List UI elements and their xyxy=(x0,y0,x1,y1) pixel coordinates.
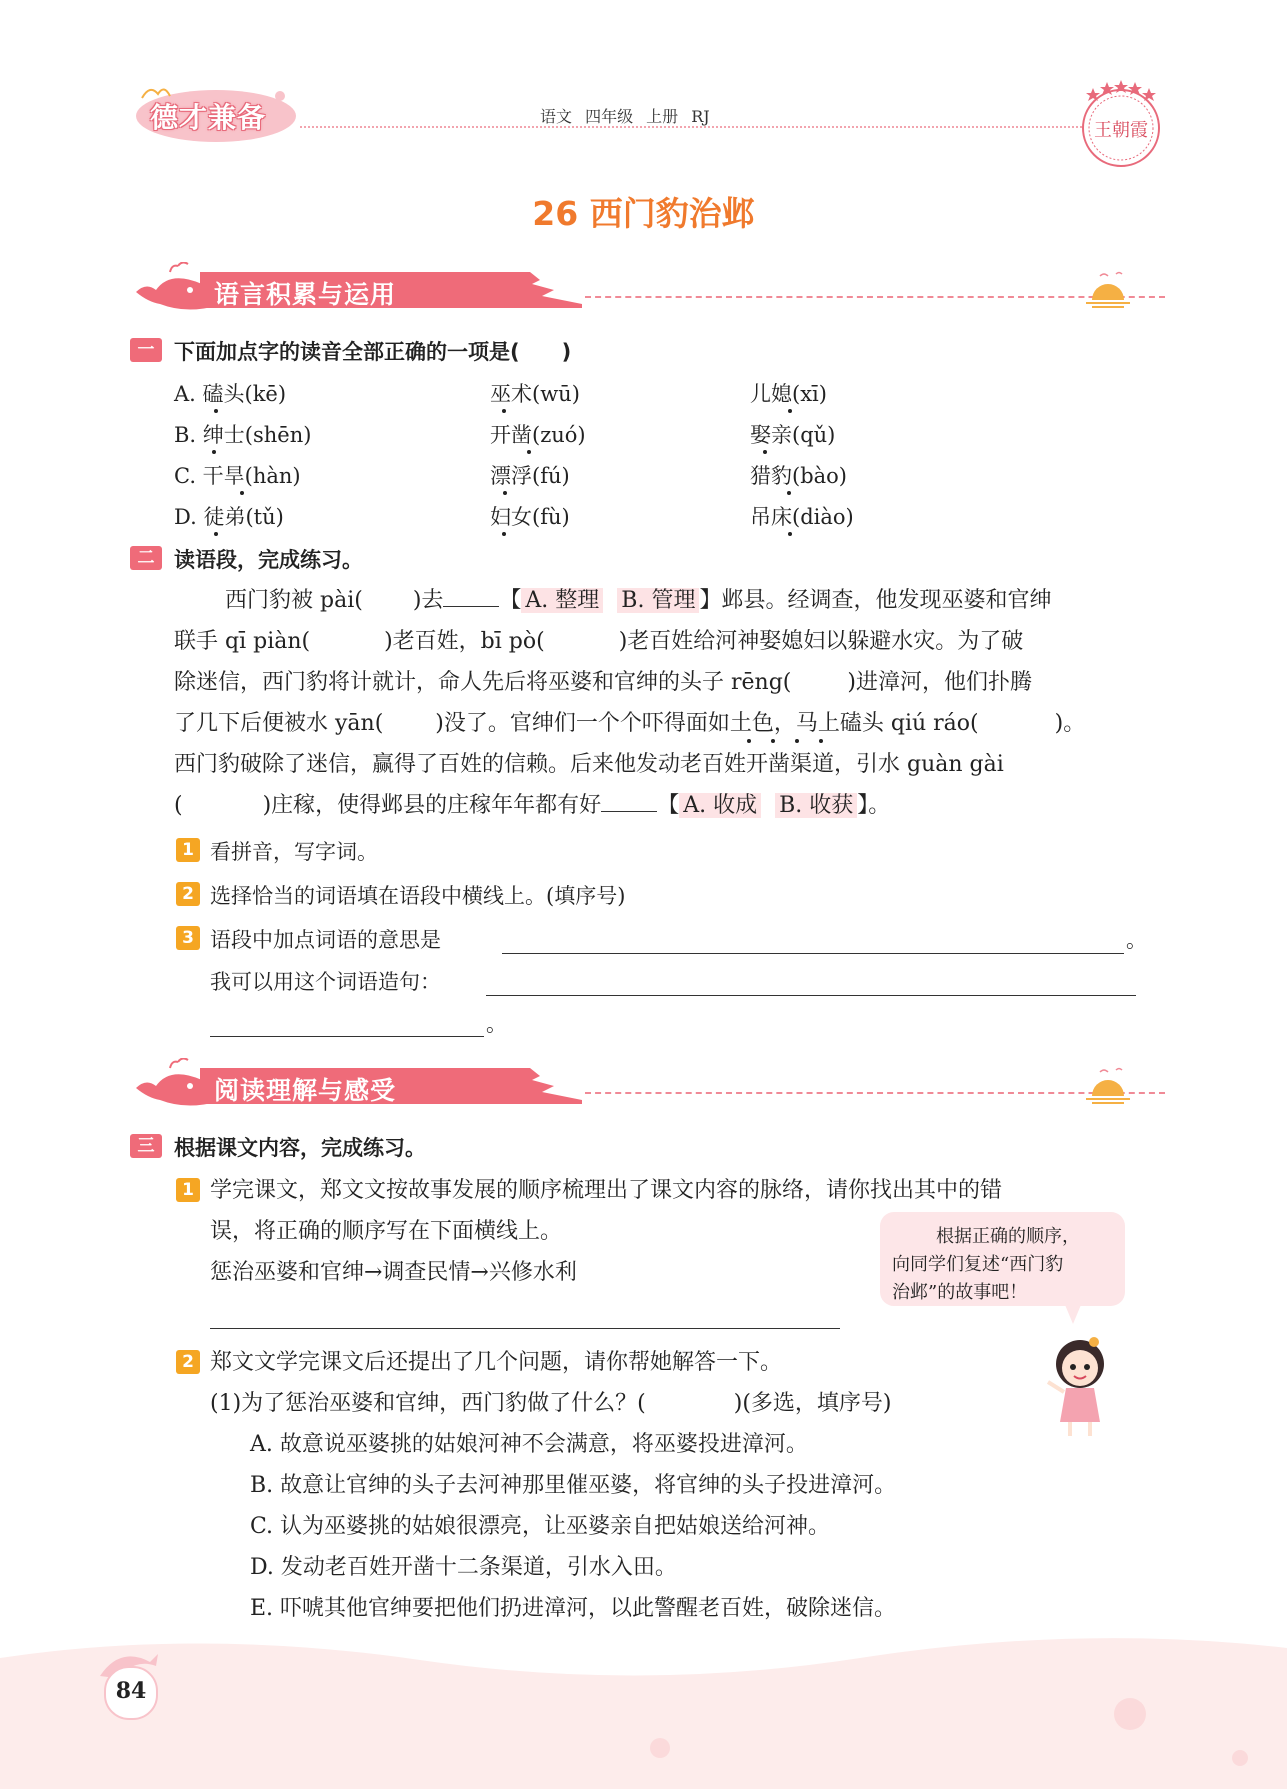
emphasis-dot xyxy=(763,450,767,454)
emphasis-dot xyxy=(819,739,823,743)
question-prompt-1: 下面加点字的读音全部正确的一项是( ) xyxy=(174,340,572,364)
passage-line-3: 除迷信，西门豹将计就计，命人先后将巫婆和官绅的头子 rēng( )进漳河，他们扑腾 xyxy=(174,670,1032,695)
footer-wave xyxy=(0,1618,1287,1789)
sunset-icon xyxy=(1080,270,1140,310)
bubble-tail xyxy=(1063,1300,1083,1324)
passage-line-2: 联手 qī piàn( )老百姓，bī pò( )老百姓给河神娶媳妇以躲避水灾。为了破 xyxy=(174,629,1024,654)
option-b-3: 娶亲(qǔ) xyxy=(750,423,836,447)
section-banner-2 xyxy=(130,1058,1150,1114)
question-prompt-2: 读语段，完成练习。 xyxy=(174,548,363,572)
section-banner-1 xyxy=(130,262,1150,318)
answer-line[interactable] xyxy=(486,995,1136,996)
svg-text:王朝霞: 王朝霞 xyxy=(1094,120,1148,141)
subquestion-text: 误，将正确的顺序写在下面横线上。 xyxy=(210,1219,563,1244)
girl-mascot-icon xyxy=(1040,1330,1120,1440)
question-marker-3: 三 xyxy=(130,1134,162,1158)
choice-option-a: A. 故意说巫婆挑的姑娘河神不会满意，将巫婆投进漳河。 xyxy=(250,1432,808,1457)
blank-1[interactable] xyxy=(443,584,499,607)
brand-name: 德才兼备 xyxy=(150,101,267,134)
option-b-2: 开凿(zuó) xyxy=(490,423,586,447)
option-a-2: 巫术(wū) xyxy=(490,382,580,406)
header-meta: 语文 四年级 上册 RJ xyxy=(540,107,710,126)
answer-line[interactable] xyxy=(210,1036,484,1037)
choice-option-c: C. 认为巫婆挑的姑娘很漂亮，让巫婆亲自把姑娘送给河神。 xyxy=(250,1514,831,1539)
emphasis-dot xyxy=(527,450,531,454)
option-c-1: C. 干旱(hàn) xyxy=(174,464,301,488)
option-a-3: 儿媳(xī) xyxy=(750,382,827,406)
emphasis-dot xyxy=(771,739,775,743)
option-a-1: A. 磕头(kē) xyxy=(174,382,287,406)
subquestion-number: 3 xyxy=(176,926,200,950)
question-prompt-3: 根据课文内容，完成练习。 xyxy=(174,1136,426,1160)
sunset-icon xyxy=(1080,1066,1140,1106)
passage-line-1: 西门豹被 pài( )去 【 A. 整理 B. 管理 】邺县。经调查，他发现巫婆和官绅 xyxy=(225,580,1051,621)
option-c-2: 漂浮(fú) xyxy=(490,464,570,488)
emphasis-dot xyxy=(747,739,751,743)
option-d-2: 妇女(fù) xyxy=(490,505,570,529)
option-b-1: B. 绅士(shēn) xyxy=(174,423,312,447)
page-number: 84 xyxy=(115,1678,147,1704)
lesson-title: 26 西门豹治邺 xyxy=(532,194,755,233)
subquestion-number: 1 xyxy=(176,1178,200,1202)
question-marker-2: 二 xyxy=(130,546,162,570)
banner-dash-line xyxy=(585,1092,1165,1094)
subquestion-text: 看拼音，写字词。 xyxy=(210,840,378,864)
emphasis-dot xyxy=(502,532,506,536)
option-d-1: D. 徒弟(tǔ) xyxy=(174,505,284,529)
passage-line-5: 西门豹破除了迷信，赢得了百姓的信赖。后来他发动老百姓开凿渠道，引水 guàn gài xyxy=(174,752,1004,777)
sequence-text: 惩治巫婆和官绅→调查民情→兴修水利 xyxy=(210,1260,577,1285)
subquestion-number: 2 xyxy=(176,882,200,906)
emphasis-dot xyxy=(214,532,218,536)
option-d-3: 吊床(diào) xyxy=(750,505,854,529)
choice-option-d: D. 发动老百姓开凿十二条渠道，引水入田。 xyxy=(250,1555,677,1580)
emphasis-dot xyxy=(214,409,218,413)
subquestion-number: 2 xyxy=(176,1350,200,1374)
emphasis-dot xyxy=(795,739,799,743)
section-title: 语言积累与运用 xyxy=(214,280,397,309)
option-c-3: 猎豹(bào) xyxy=(750,464,847,488)
passage-line-6: ( )庄稼，使得邺县的庄稼年年都有好 【 A. 收成 B. 收获 】。 xyxy=(174,785,890,826)
section-title: 阅读理解与感受 xyxy=(214,1076,397,1105)
sentence-end-mark: 。 xyxy=(486,1012,507,1036)
subquestion-text: 郑文文学完课文后还提出了几个问题，请你帮她解答一下。 xyxy=(210,1350,783,1375)
emphasis-dot xyxy=(788,409,792,413)
banner-dash-line xyxy=(585,296,1165,298)
answer-line[interactable] xyxy=(210,1328,840,1329)
emphasis-dot xyxy=(788,532,792,536)
sentence-end-mark: 。 xyxy=(1126,928,1147,952)
subquestion-text: 选择恰当的词语填在语段中横线上。(填序号) xyxy=(210,884,626,908)
subquestion-text: 语段中加点词语的意思是 xyxy=(210,928,441,952)
emphasis-dot xyxy=(502,409,506,413)
choice-option-e: E. 吓唬其他官绅要把他们扔进漳河，以此警醒老百姓，破除迷信。 xyxy=(250,1596,897,1621)
emphasis-dot xyxy=(212,450,216,454)
blank-2[interactable] xyxy=(601,789,657,812)
answer-line[interactable] xyxy=(502,953,1124,954)
question-marker-1: 一 xyxy=(130,338,162,362)
subquestion-text: 学完课文，郑文文按故事发展的顺序梳理出了课文内容的脉络，请你找出其中的错 xyxy=(210,1178,1003,1203)
emphasis-dot xyxy=(503,491,507,495)
sentence-prompt: 我可以用这个词语造句： xyxy=(210,970,441,994)
page-number-badge xyxy=(98,1660,160,1722)
subquestion-number: 1 xyxy=(176,838,200,862)
author-stamp xyxy=(1075,78,1167,170)
emphasis-dot xyxy=(240,491,244,495)
passage-line-4: 了几下后便被水 yān( )没了。官绅们一个个吓得面如土色，马上磕头 qiú ráo( )。 xyxy=(174,711,1086,736)
emphasis-dot xyxy=(787,491,791,495)
choice-option-b: B. 故意让官绅的头子去河神那里催巫婆，将官绅的头子投进漳河。 xyxy=(250,1473,897,1498)
speech-bubble: 根据正确的顺序， 向同学们复述“西门豹 治邺”的故事吧！ xyxy=(880,1212,1125,1306)
subquestion-question: (1)为了惩治巫婆和官绅，西门豹做了什么？( )(多选，填序号) xyxy=(210,1391,892,1416)
